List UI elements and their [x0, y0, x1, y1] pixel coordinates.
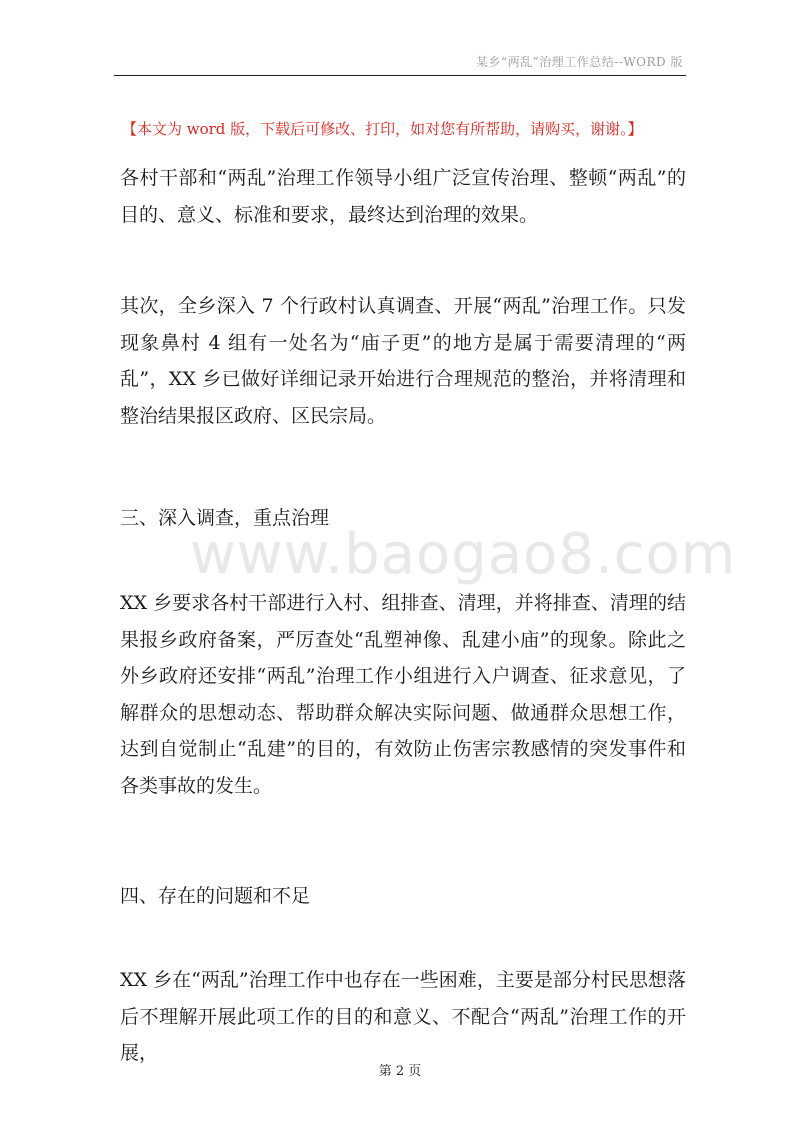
header-divider [114, 75, 686, 76]
section-heading-4: 四、存在的问题和不足 [120, 885, 311, 907]
watermark: www.baogao8.com [190, 522, 737, 587]
section-heading-3: 三、深入调查，重点治理 [120, 507, 330, 529]
download-notice: 【本文为 word 版，下载后可修改、打印，如对您有所帮助，请购买，谢谢。】 [122, 120, 643, 138]
paragraph-1: 各村干部和“两乱”治理工作领导小组广泛宣传治理、整顿“两乱”的目的、意义、标准和要求，最终达到治理的效果。 [120, 167, 686, 226]
paragraph-3: XX 乡要求各村干部进行入村、组排查、清理，并将排查、清理的结果报乡政府备案，严厉查处“乱塑神像、乱建小庙”的现象。除此之外乡政府还安排“两乱”治理工作小组进行入户调查、征求意见，了解群众的思想动态、帮助群众解决实际问题、做通群众思想工作，达到自觉制止“乱建”的目的，有效防止伤害宗教感情的突发事件和各类事故的发生。 [120, 592, 686, 797]
page-number: 第 2 页 [378, 1064, 422, 1079]
paragraph-4: XX 乡在“两乱”治理工作中也存在一些困难，主要是部分村民思想落后不理解开展此项工作的目的和意义、不配合“两乱”治理工作的开展， [120, 969, 686, 1064]
running-header: 某乡“两乱”治理工作总结--WORD 版 [475, 55, 683, 69]
paragraph-2: 其次，全乡深入 7 个行政村认真调查、开展“两乱”治理工作。只发现象鼻村 4 组有一处名为“庙子更”的地方是属于需要清理的“两乱”，XX 乡已做好详细记录开始进行合理规范的整治，并将清理和整治结果报区政府、区民宗局。 [120, 295, 686, 427]
